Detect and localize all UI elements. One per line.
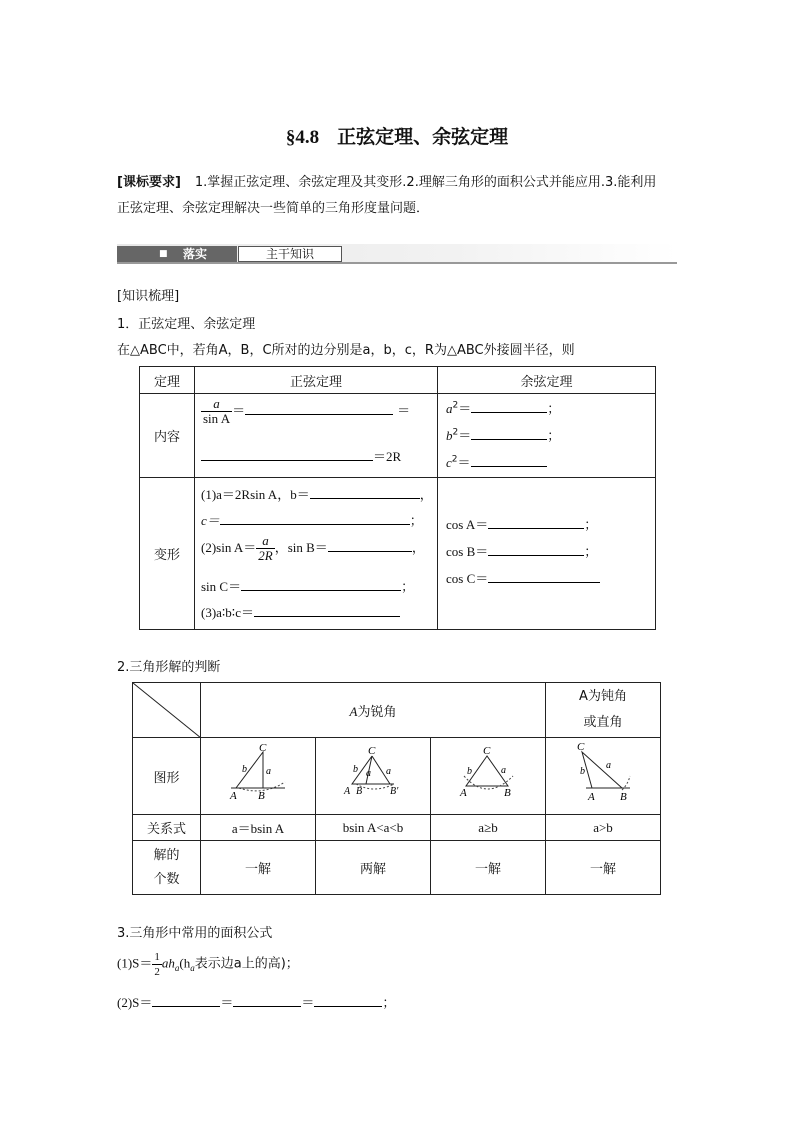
blank[interactable]	[245, 402, 393, 415]
blank[interactable]	[220, 512, 410, 525]
theorem-table	[139, 366, 656, 630]
row-transform-label: 变形	[140, 478, 195, 630]
blank[interactable]	[488, 570, 600, 583]
svg-text:A: A	[344, 786, 351, 797]
triangle-figure-one	[431, 738, 545, 814]
sine-content-cell: $\frac{a}{\text{sin A}}$ ＝ ＝ ＝2R	[195, 394, 438, 478]
blank[interactable]	[328, 539, 412, 552]
th-sine: 正弦定理	[195, 367, 438, 394]
banner-dark	[117, 246, 237, 262]
knowledge-label: [知识梳理]	[117, 289, 180, 304]
svg-text:b: b	[353, 764, 358, 775]
svg-text:A: A	[230, 790, 237, 802]
sec1-intro: 在△ABC中，若角A，B，C所对的边分别是a，b，c，R为△ABC外接圆半径，则	[117, 343, 575, 358]
requirements	[117, 170, 682, 222]
svg-text:b: b	[580, 766, 585, 777]
relation-2: bsin A<a<b	[316, 815, 431, 841]
figure-3	[431, 738, 546, 815]
solution-table	[132, 682, 661, 895]
blank[interactable]	[201, 448, 373, 461]
title-text: 正弦定理、余弦定理	[337, 126, 509, 148]
area-formula-2: (2)S＝ ＝ ＝ ；	[117, 995, 396, 1010]
cosine-transform-cell: cos A＝ ； cos B＝ ； cos C＝	[438, 478, 656, 630]
svg-text:C: C	[368, 745, 376, 757]
blank[interactable]	[152, 994, 220, 1007]
relation-3: a≥b	[431, 815, 546, 841]
sine-fraction: $\frac{a}{\text{sin A}}$	[203, 396, 231, 426]
svg-text:A: A	[460, 787, 467, 799]
tf2-fraction: $\frac{a}{2R}$	[258, 533, 273, 563]
requirements-label: [课标要求]	[117, 175, 181, 190]
acute-header: A为锐角	[201, 683, 546, 738]
blank[interactable]	[254, 604, 400, 617]
solution-2: 两解	[316, 841, 431, 895]
svg-text:b: b	[242, 764, 247, 775]
th-cosine: 余弦定理	[438, 367, 656, 394]
figure-4	[546, 738, 661, 815]
banner-dark-label: 落实	[183, 247, 208, 261]
svg-text:a: a	[606, 760, 611, 771]
triangle-figure-two	[316, 738, 430, 814]
blank[interactable]	[241, 578, 401, 591]
section-banner	[117, 244, 677, 264]
row-figure-label: 图形	[133, 738, 201, 815]
blank[interactable]	[310, 486, 420, 499]
banner-bullet-icon: ■	[159, 249, 168, 259]
sec2-heading: 2.三角形解的判断	[117, 660, 221, 675]
blank[interactable]	[471, 427, 547, 440]
diagonal-line	[133, 683, 201, 738]
svg-text:a: a	[501, 765, 506, 776]
svg-text:b: b	[467, 766, 472, 777]
blank[interactable]	[314, 994, 382, 1007]
relation-1: a＝bsin A	[201, 815, 316, 841]
sec3-heading: 3.三角形中常用的面积公式	[117, 926, 273, 941]
blank[interactable]	[471, 400, 547, 413]
area-formula-1: (1)S＝ $\frac{1}{2}$ $ah_a(h_a$表示边a上的高)；	[117, 951, 299, 978]
row-solution-label: 解的 个数	[133, 841, 201, 895]
blank[interactable]	[233, 994, 301, 1007]
svg-text:C: C	[577, 741, 585, 753]
relation-4: a>b	[546, 815, 661, 841]
figure-1	[201, 738, 316, 815]
svg-text:a: a	[266, 766, 271, 777]
svg-text:a: a	[366, 768, 371, 779]
row-relation-label: 关系式	[133, 815, 201, 841]
requirements-line2: 正弦定理、余弦定理解决一些简单的三角形度量问题．	[117, 201, 430, 216]
triangle-figure-right	[201, 738, 315, 814]
requirements-line1: 1.掌握正弦定理、余弦定理及其变形.2.理解三角形的面积公式并能应用.3.能利用	[194, 175, 657, 190]
svg-text:B: B	[620, 791, 627, 803]
solution-1: 一解	[201, 841, 316, 895]
svg-text:B: B	[258, 790, 265, 802]
th-definition: 定理	[140, 367, 195, 394]
triangle-figure-obtuse	[546, 738, 660, 814]
banner-rule	[117, 262, 677, 264]
half-fraction: $\frac{1}{2}$	[154, 951, 160, 978]
svg-text:C: C	[483, 745, 491, 757]
row-content-label: 内容	[140, 394, 195, 478]
svg-text:B: B	[504, 787, 511, 799]
blank[interactable]	[488, 543, 584, 556]
cosine-content-cell: $a^2=$ ； $b^2=$ ； $c^2=$	[438, 394, 656, 478]
figure-2	[316, 738, 431, 815]
page-title	[0, 122, 794, 149]
section-number: §4.8	[285, 127, 320, 148]
blank[interactable]	[471, 454, 547, 467]
label-C: C	[259, 742, 267, 754]
obtuse-header: A为钝角 或直角	[546, 683, 661, 738]
svg-text:A: A	[588, 791, 595, 803]
svg-text:B′: B′	[390, 786, 399, 797]
sec1-heading: 1．正弦定理、余弦定理	[117, 317, 256, 332]
corner-cell	[133, 683, 201, 738]
svg-text:a: a	[386, 766, 391, 777]
solution-4: 一解	[546, 841, 661, 895]
solution-3: 一解	[431, 841, 546, 895]
blank[interactable]	[488, 516, 584, 529]
svg-text:B: B	[356, 786, 363, 797]
sine-transform-cell: (1)a＝2Rsin A，b＝ ， c＝ ； (2)sin A＝ $\frac{a}{2R}$ ，sin B＝ ， sin C＝ ； (3)a∶b∶c＝	[195, 478, 438, 630]
banner-light-label: 主干知识	[238, 246, 342, 262]
